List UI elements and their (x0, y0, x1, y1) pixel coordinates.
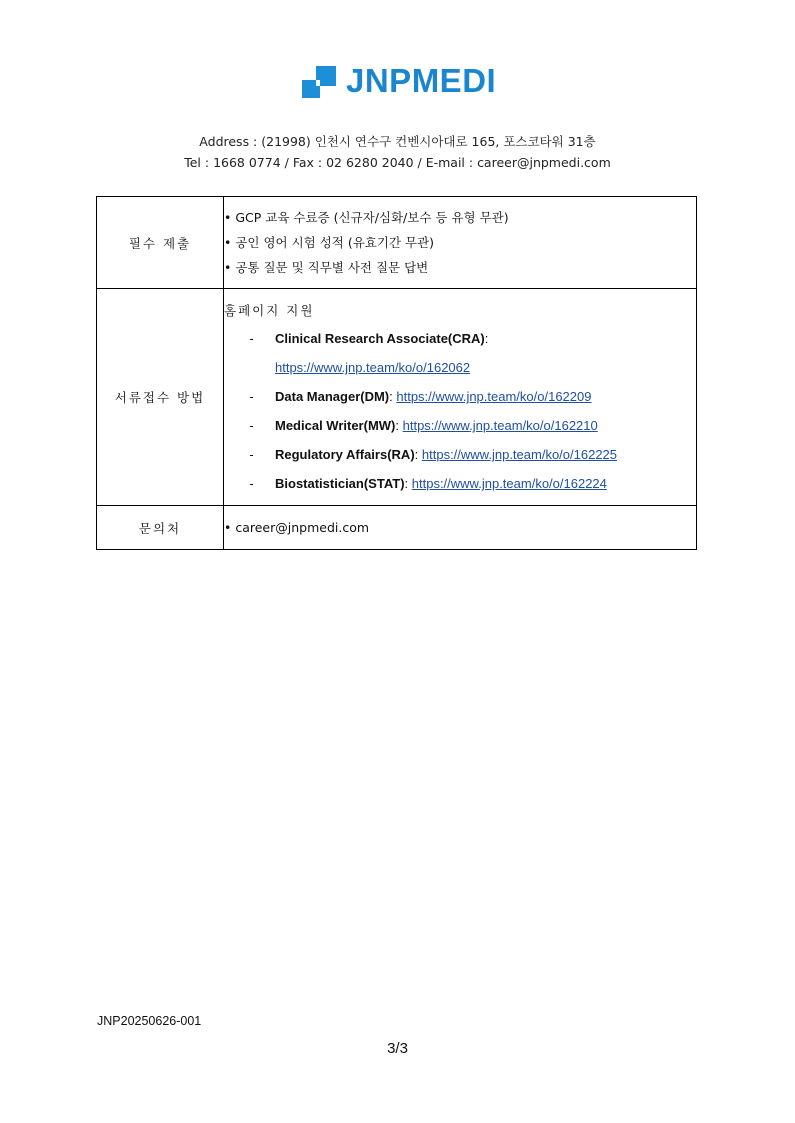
table-row-submission (97, 289, 697, 506)
position-name: Biostatistician(STAT) (275, 476, 405, 491)
submission-content (224, 289, 697, 506)
table-row-inquiry (97, 506, 697, 550)
position-link-mw[interactable]: https://www.jnp.team/ko/o/162210 (402, 418, 598, 433)
logo-icon (302, 64, 337, 99)
submission-label: 서류접수 방법 (97, 289, 224, 506)
document-number: JNP20250626-001 (97, 1014, 202, 1028)
position-link-cra[interactable]: https://www.jnp.team/ko/o/162062 (275, 360, 471, 375)
required-label: 필수 제출 (97, 197, 224, 289)
position-item-mw: - Medical Writer(MW): https://www.jnp.team/ko/o/162210 (249, 418, 598, 433)
inquiry-email: • career@jnpmedi.com (224, 506, 697, 550)
page-number: 3/3 (387, 1040, 408, 1057)
logo-text: JNPMEDI (346, 62, 497, 99)
homepage-apply-title: 홈페이지 지원 (224, 303, 315, 318)
position-name: Data Manager(DM) (275, 389, 390, 404)
tel-fax-email-line: Tel : 1668 0774 / Fax : 02 6280 2040 / E-mail : career@jnpmedi.com (184, 155, 611, 170)
required-item-english: • 공인 영어 시험 성적 (유효기간 무관) (224, 235, 435, 250)
required-item-questions: • 공통 질문 및 직무별 사전 질문 답변 (224, 260, 429, 275)
application-info-table (96, 196, 697, 550)
position-name: Medical Writer(MW) (275, 418, 396, 433)
position-item-cra-link (224, 353, 696, 382)
position-name: Regulatory Affairs(RA) (275, 447, 415, 462)
required-item-gcp: • GCP 교육 수료증 (신규자/심화/보수 등 유형 무관) (224, 210, 509, 225)
inquiry-label: 문의처 (97, 506, 224, 550)
position-item-stat: - Biostatistician(STAT): https://www.jnp.team/ko/o/162224 (249, 476, 607, 491)
position-link-dm[interactable]: https://www.jnp.team/ko/o/162209 (396, 389, 592, 404)
position-item-ra: - Regulatory Affairs(RA): https://www.jnp.team/ko/o/162225 (249, 447, 618, 462)
required-content (224, 197, 697, 289)
position-name: Clinical Research Associate(CRA) (275, 331, 485, 346)
position-link-ra[interactable]: https://www.jnp.team/ko/o/162225 (421, 447, 618, 462)
position-item-cra: - Clinical Research Associate(CRA): (249, 331, 489, 346)
company-logo (302, 62, 496, 100)
position-item-dm: - Data Manager(DM): https://www.jnp.team/ko/o/162209 (249, 389, 592, 404)
address-line: Address : (21998) 인천시 연수구 컨벤시아대로 165, 포스코타워 31층 (199, 134, 596, 149)
table-row-required (97, 197, 697, 289)
position-link-stat[interactable]: https://www.jnp.team/ko/o/162224 (411, 476, 607, 491)
